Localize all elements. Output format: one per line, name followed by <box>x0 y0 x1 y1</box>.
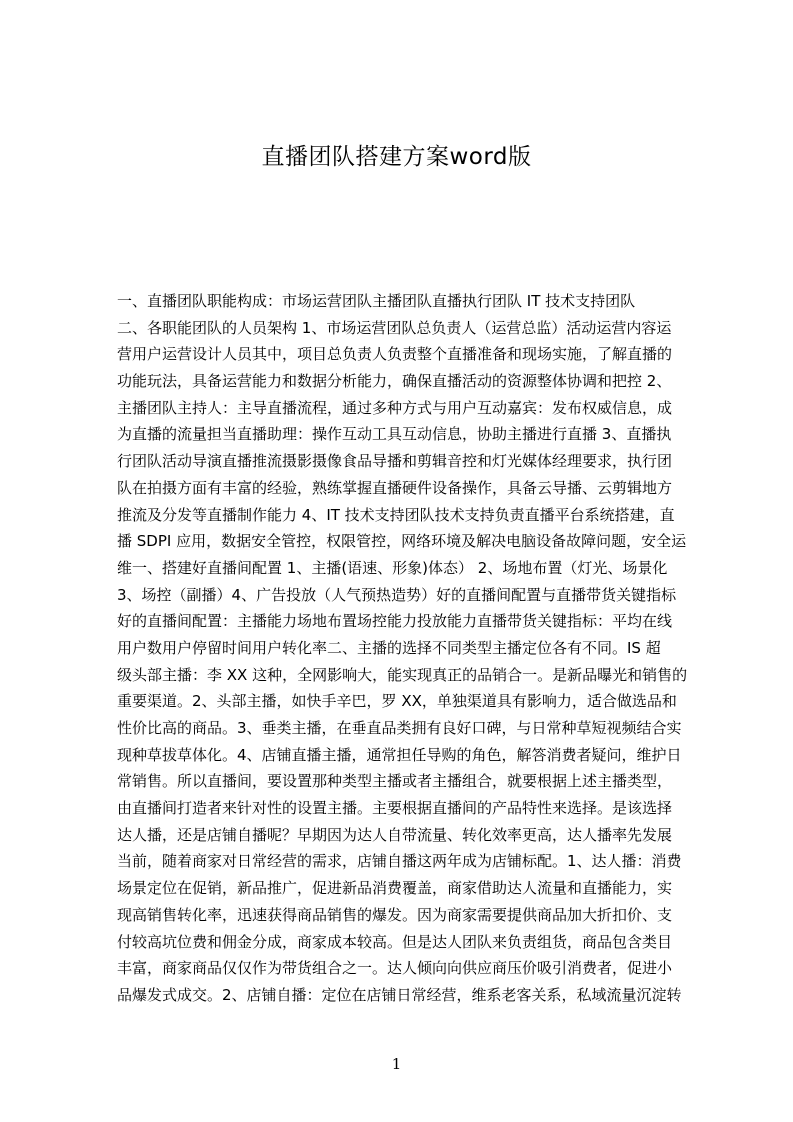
body-line: 功能玩法，具备运营能力和数据分析能力，确保直播活动的资源整体协调和把控 2、 <box>117 372 672 391</box>
body-line: 二、各职能团队的人员架构 1、市场运营团队总负责人（运营总监）活动运营内容运 <box>117 318 672 337</box>
body-line: 3、场控（副播）4、广告投放（人气预热造势）好的直播间配置与直播带货关键指标 <box>117 585 677 604</box>
body-line: 现高销售转化率，迅速获得商品销售的爆发。因为商家需要提供商品加大折扣价、支 <box>117 905 673 924</box>
body-line: 品爆发式成交。2、店铺自播：定位在店铺日常经营，维系老客关系，私域流量沉淀转 <box>117 985 682 1004</box>
body-line: 付较高坑位费和佣金分成，商家成本较高。但是达人团队来负责组货，商品包含类目 <box>117 932 673 951</box>
body-line: 行团队活动导演直播推流摄影摄像食品导播和剪辑音控和灯光媒体经理要求，执行团 <box>117 452 673 471</box>
body-line: 推流及分发等直播制作能力 4、IT 技术支持团队技术支持负责直播平台系统搭建，直 <box>117 505 675 524</box>
body-line: 用户数用户停留时间用户转化率二、主播的选择不同类型主播定位各有不同。IS 超 <box>117 638 661 657</box>
body-line: 级头部主播：李 XX 这种，全网影响大，能实现真正的品销合一。是新品曝光和销售的 <box>117 665 688 684</box>
body-line: 当前，随着商家对日常经营的需求，店铺自播这两年成为店铺标配。1、达人播：消费 <box>117 852 682 871</box>
page-number: 1 <box>391 1055 402 1073</box>
body-line: 常销售。所以直播间，要设置那种类型主播或者主播组合，就要根据上述主播类型， <box>117 772 673 791</box>
body-line: 场景定位在促销，新品推广，促进新品消费覆盖，商家借助达人流量和直播能力，实 <box>117 879 673 898</box>
body-line: 一、直播团队职能构成：市场运营团队主播团队直播执行团队 IT 技术支持团队 <box>117 292 636 310</box>
body-line: 好的直播间配置：主播能力场地布置场控能力投放能力直播带货关键指标：平均在线 <box>117 612 673 631</box>
body-line: 播 SDPI 应用，数据安全管控，权限管控，网络环境及解决电脑设备故障问题，安全运 <box>117 532 687 551</box>
body-line: 重要渠道。2、头部主播，如快手辛巴，罗 XX，单独渠道具有影响力，适合做选品和 <box>117 692 677 711</box>
body-line: 性价比高的商品。3、垂类主播，在垂直品类拥有良好口碑，与日常种草短视频结合实 <box>117 719 682 737</box>
body-line: 主播团队主持人：主导直播流程，通过多种方式与用户互动嘉宾：发布权威信息，成 <box>117 398 673 417</box>
body-line: 丰富，商家商品仅仅作为带货组合之一。达人倾向向供应商压价吸引消费者，促进小 <box>117 959 673 978</box>
body-line: 维一、搭建好直播间配置 1、主播(语速、形象)体态） 2、场地布置（灯光、场景化 <box>117 558 668 577</box>
body-line: 现种草拔草体化。4、店铺直播主播，通常担任导购的角色，解答消费者疑问，维护日 <box>117 745 682 764</box>
body-line: 达人播，还是店铺自播呢？早期因为达人自带流量、转化效率更高，达人播率先发展 <box>117 825 673 844</box>
body-line: 队在拍摄方面有丰富的经验，熟练掌握直播硬件设备操作，具备云导播、云剪辑地方 <box>117 478 673 497</box>
body-line: 为直播的流量担当直播助理：操作互动工具互动信息，协助主播进行直播 3、直播执 <box>117 425 672 444</box>
document-title: 直播团队搭建方案word版 <box>261 144 532 170</box>
document-body <box>117 288 697 1058</box>
body-line: 由直播间打造者来针对性的设置主播。主要根据直播间的产品特性来选择。是该选择 <box>117 799 673 818</box>
body-line: 营用户运营设计人员其中，项目总负责人负责整个直播准备和现场实施，了解直播的 <box>117 345 673 364</box>
